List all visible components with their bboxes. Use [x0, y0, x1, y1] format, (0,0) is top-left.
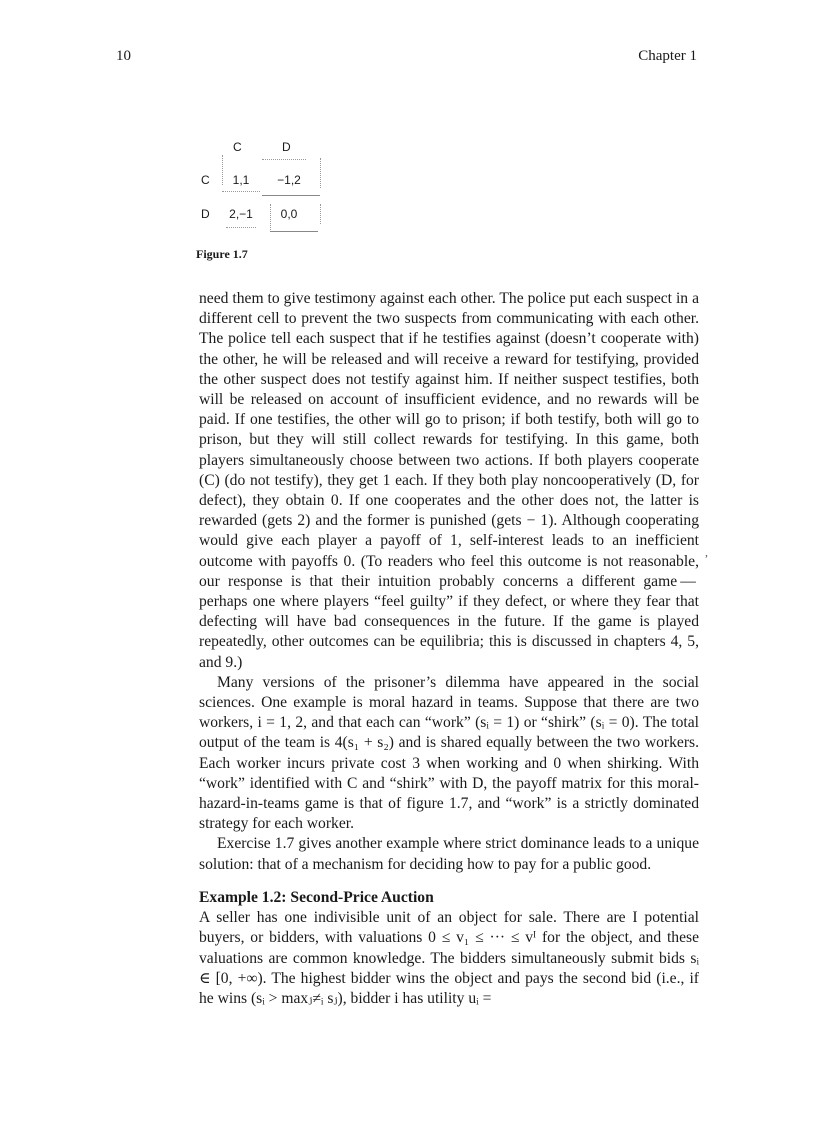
grid-line	[226, 227, 256, 228]
col-label-c: C	[233, 140, 242, 154]
body-text	[199, 289, 699, 1009]
grid-line	[262, 195, 320, 196]
cell-dd: 0,0	[280, 207, 298, 221]
payoff-matrix	[196, 140, 326, 234]
cell-dc: 2,−1	[229, 207, 253, 221]
figure-caption: Figure 1.7	[196, 247, 248, 261]
stray-mark: ,	[705, 545, 708, 559]
paragraph: A seller has one indivisible unit of an object for sale. There are I potential buyers, or bidders, with valuations 0 ≤ v₁ ≤ ··· ≤ vᴵ for the object, and these valuations are common knowledge. The bidders simultaneously submit bids sᵢ ∈ [0, +∞). The highest bidder wins the object and pays the second bid (i.e., if he wins (sᵢ > maxⱼ≠ᵢ sⱼ), bidder i has utility uᵢ =	[199, 909, 699, 1007]
section-heading: Example 1.2: Second-Price Auction	[199, 888, 434, 906]
grid-line	[222, 191, 260, 192]
paragraph: Many versions of the prisoner’s dilemma have appeared in the social sciences. One example is moral hazard in teams. Suppose that there are two workers, i = 1, 2, and that each can “work” (sᵢ = 1) or “shirk” (sᵢ = 0). The total output of the team is 4(s₁ + s₂) and is shared equally between the two workers. Each worker incurs private cost 3 when working and 0 when shirking. With “work” identified with C and “shirk” with D, the payoff matrix for this moral-hazard-in-teams game is that of figure 1.7, and “work” is a strictly dominated strategy for each worker.	[199, 673, 699, 833]
page-number: 10	[116, 48, 131, 64]
row-label-c: C	[201, 173, 210, 187]
grid-line	[320, 204, 321, 224]
grid-line	[270, 204, 271, 232]
grid-line	[222, 155, 223, 185]
grid-line	[320, 158, 321, 188]
row-label-d: D	[201, 207, 210, 221]
col-label-d: D	[282, 140, 291, 154]
cell-cc: 1,1	[232, 173, 250, 187]
grid-line	[270, 231, 318, 232]
paragraph: need them to give testimony against each other. The police put each suspect in a different cell to prevent the two suspects from communicating with each other. The police tell each suspect that if he testifies against (doesn’t cooperate with) the other, he will be released and will receive a reward for testifying, provided the other suspect does not testify against him. If neither suspect testifies, both will be released on account of insufficient evidence, and no rewards will be paid. If one testifies, the other will go to prison; if both testify, both will go to prison, but they will still collect rewards for testifying. In this game, both players simultaneously choose between two actions. If both players cooperate (C) (do not testify), they get 1 each. If they both play noncooperatively (D, for defect), they obtain 0. If one cooperates and the other does not, the latter is rewarded (gets 2) and the former is punished (gets − 1). Although cooperating would give each player a payoff of 1, self-interest leads to an inefficient outcome with payoffs 0. (To readers who feel this outcome is not reasonable, our response is that their intuition probably concerns a different game — perhaps one where players “feel guilty” if they defect, or where they fear that defecting will have bad consequences in the future. If the game is played repeatedly, other outcomes can be equilibria; this is discussed in chapters 4, 5, and 9.)	[199, 290, 699, 671]
paragraph: Exercise 1.7 gives another example where strict dominance leads to a unique solution: that of a mechanism for deciding how to pay for a public good.	[199, 835, 699, 873]
chapter-label: Chapter 1	[638, 48, 697, 64]
grid-line	[262, 159, 306, 160]
cell-cd: −1,2	[277, 173, 301, 187]
